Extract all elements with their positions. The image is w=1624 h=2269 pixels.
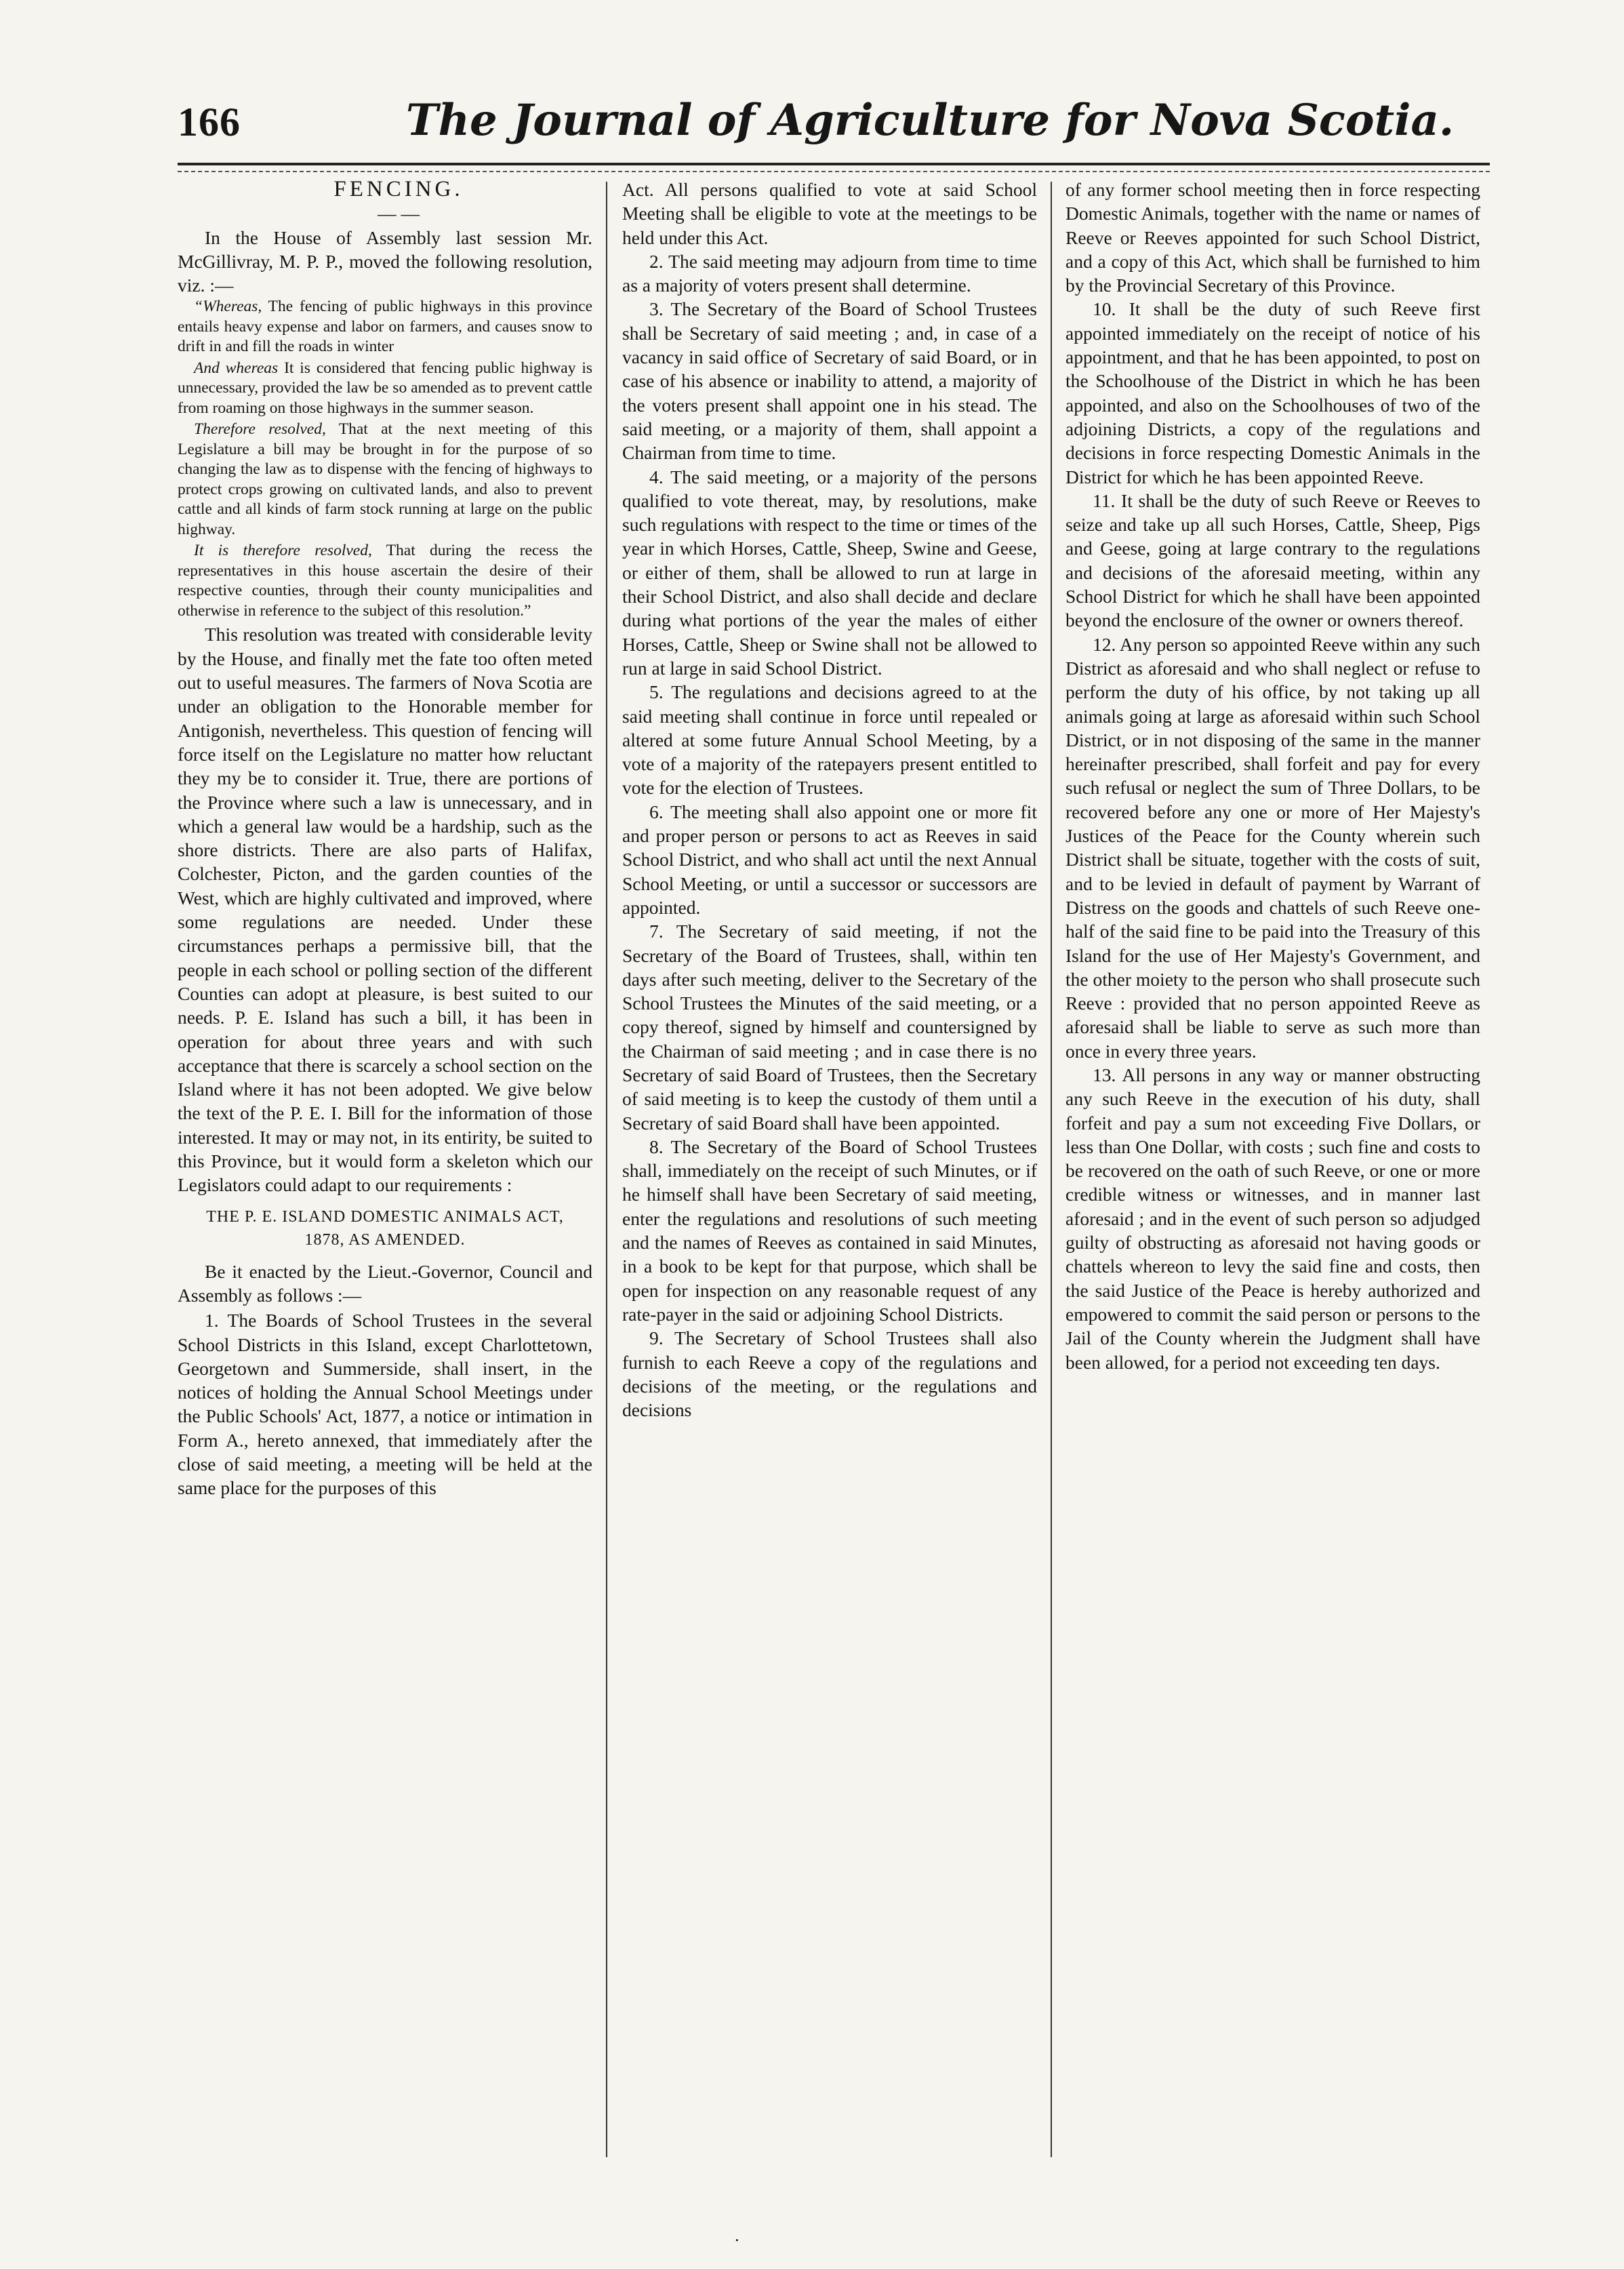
page-number: 166 bbox=[178, 100, 241, 144]
section-11: 11. It shall be the duty of such Reeve or Reeves to seize and take up all such Horses, Cattle, Sheep, Pigs and Geese, going at large contrary to the regulations and decisions of the aforesaid meeting, within any School District for which he shall have been appointed beyond the enclosure of the owner or owners thereof. bbox=[1065, 489, 1480, 631]
section-4: 4. The said meeting, or a majority of the persons qualified to vote thereat, may, by resolutions, make such regulations with respect to the time or times of the year in which Horses, Cattle, Sheep, Swine and Geese, or either of them, shall be allowed to run at large in their School District, and also shall decide and declare during what portions of the year the males of either Horses, Cattle, Sheep or Swine shall not be allowed to run at large in said School District. bbox=[622, 466, 1037, 679]
journal-title: The Journal of Agriculture for Nova Scotia. bbox=[405, 95, 1455, 146]
column-2 bbox=[622, 178, 1037, 1422]
act-title bbox=[178, 1205, 592, 1251]
section-1-continued: Act. All persons qualified to vote at said School Meeting shall be eligible to vote at the meetings to be held under this Act. bbox=[622, 179, 1037, 248]
quote-lead: “Whereas, bbox=[194, 298, 262, 316]
enacting-clause: Be it enacted by the Lieut.-Governor, Council and Assembly as follows :— bbox=[178, 1260, 592, 1306]
quote-text: The fencing of public highways in this province entails heavy expense and labor on farmers, and causes snow to drift in and fill the roads in winter bbox=[178, 298, 592, 356]
resolution-it-is-therefore-resolved bbox=[178, 541, 592, 621]
section-12: 12. Any person so appointed Reeve within any such District as aforesaid and who shall neglect or refuse to perform the duty of his office, by not taking up all animals going at large as aforesaid within such School District, or in not disposing of the same in the manner hereinafter prescribed, shall forfeit and pay for every such refusal or neglect the sum of Three Dollars, to be recovered before any one or more of Her Majesty's Justices of the Peace for the County wherein such District shall be situate, together with the costs of suit, and to be levied in default of payment by Warrant of Distress on the goods and chattels of such Reeve one-half of the said fine to be paid into the Treasury of this Island for the use of Her Majesty's Government, and the other moiety to the person who shall prosecute such Reeve : provided that no person appointed Reeve as aforesaid shall be liable to serve as such more than once in every three years. bbox=[1065, 633, 1480, 1062]
section-10: 10. It shall be the duty of such Reeve first appointed immediately on the receipt of notice of his appointment, and that he has been appointed, to post on the Schoolhouse of the District in which he has been appointed, and also on the Schoolhouses of two of the adjoining Districts, a copy of the regulations and decisions in force respecting Domestic Animals in the District for which he has been appointed Reeve. bbox=[1065, 298, 1480, 487]
quote-lead: And whereas bbox=[194, 359, 279, 377]
section-9-continued: of any former school meeting then in force respecting Domestic Animals, together with the name or names of Reeve or Reeves appointed for such School District, and a copy of this Act, which shall be furnished to him by the Provincial Secretary of this Province. bbox=[1065, 179, 1480, 296]
resolution-whereas bbox=[178, 297, 592, 357]
section-2: 2. The said meeting may adjourn from time to time as a majority of voters present shall determine. bbox=[622, 250, 1037, 296]
quote-lead: Therefore resolved, bbox=[194, 420, 326, 439]
commentary-paragraph: This resolution was treated with considerable levity by the House, and finally met the fate too often meted out to useful measures. The farmers of Nova Scotia are under an obligation to the Honorable member for Antigonish, nevertheless. This question of fencing will force itself on the Legislature no matter how reluctant they my be to consider it. True, there are portions of the Province where such a law is unnecessary, and in which a general law would be a hardship, such as the shore districts. There are also parts of Halifax, Colchester, Picton, and the garden counties of the West, which are highly cultivated and improved, where some regulations are needed. Under these circumstances perhaps a permissive bill, that the people in each school or polling section of the different Counties can adopt at pleasure, is best suited to our needs. P. E. Island has such a bill, it has been in operation for about three years and with such acceptance that there is scarcely a school section on the Island where it has not been adopted. We give below the text of the P. E. I. Bill for the information of those interested. It may or may not, in its entirity, be suited to this Province, but it would form a skeleton which our Legislators could adapt to our requirements : bbox=[178, 624, 592, 1196]
column-3 bbox=[1065, 178, 1480, 1374]
section-1: 1. The Boards of School Trustees in the several School Districts in this Island, except Charlottetown, Georgetown and Summerside, shall insert, in the notices of holding the Annual School Meetings under the Public Schools' Act, 1877, a notice or intimation in Form A., hereto annexed, that immediately after the close of said meeting, a meeting will be held at the same place for the purposes of this bbox=[178, 1310, 592, 1499]
act-title-line-1: THE P. E. ISLAND DOMESTIC ANIMALS ACT, bbox=[206, 1207, 564, 1226]
heading-separator: — — bbox=[378, 203, 420, 224]
section-9: 9. The Secretary of School Trustees shall also furnish to each Reeve a copy of the regulations and decisions of the meeting, or the regulations and decisions bbox=[622, 1327, 1037, 1421]
article-heading: FENCING. bbox=[333, 177, 464, 201]
section-3: 3. The Secretary of the Board of School Trustees shall be Secretary of said meeting ; and, in case of a vacancy in said office of Secretary of said Board, or in case of his absence or inability to attend, a majority of the voters present shall appoint one in his stead. The said meeting, or a majority of them, shall appoint a Chairman from time to time. bbox=[622, 298, 1037, 464]
footer-mark: · bbox=[734, 2230, 740, 2250]
column-divider bbox=[1051, 182, 1052, 2157]
column-divider bbox=[606, 182, 607, 2157]
section-13: 13. All persons in any way or manner obstructing any such Reeve in the execution of his duty, shall forfeit and pay a sum not exceeding Five Dollars, or less than One Dollar, with costs ; such fine and costs to be recovered on the oath of such Reeve, or one or more credible witness or witnesses, and in manner last aforesaid ; and in the event of such person so adjudged guilty of obstructing as aforesaid not having goods or chattels whereon to levy the said fine and costs, then the said Justice of the Peace is hereby authorized and empowered to commit the said person or persons to the Jail of the County wherein the Judgment shall have been allowed, for a period not exceeding ten days. bbox=[1065, 1064, 1480, 1373]
column-1 bbox=[178, 178, 592, 1500]
section-8: 8. The Secretary of the Board of School Trustees shall, immediately on the receipt of such Minutes, or if he himself shall have been Secretary of said meeting, enter the regulations and resolutions of such meeting and the names of Reeves as contained in said Minutes, in a book to be kept for that purpose, which shall be open for inspection on any reasonable request of any rate-payer in the said or adjoining School Districts. bbox=[622, 1136, 1037, 1325]
resolution-therefore-resolved bbox=[178, 420, 592, 540]
quote-text: That at the next meeting of this Legislature a bill may be brought in for the purpose of so changing the law as to dispense with the fencing of highways to protect crops growing on cultivated lands, and also to prevent cattle and all kinds of farm stock running at large on the public highway. bbox=[178, 420, 592, 538]
quote-text: That during the recess the representatives in this house ascertain the desire of their respective counties, through their county municipalities and otherwise in reference to the subject of this resolution.” bbox=[178, 542, 592, 620]
section-6: 6. The meeting shall also appoint one or more fit and proper person or persons to act as Reeves in said School District, and who shall act until the next Annual School Meeting, or until a successor or successors are appointed. bbox=[622, 801, 1037, 918]
act-title-line-2: 1878, AS AMENDED. bbox=[304, 1230, 466, 1249]
quote-lead: It is therefore resolved, bbox=[194, 542, 372, 560]
header-dashed-rule bbox=[178, 171, 1490, 172]
section-7: 7. The Secretary of said meeting, if not the Secretary of the Board of Trustees, shall, within ten days after such meeting, deliver to the Secretary of the School Trustees the Minutes of the said meeting, or a copy thereof, signed by himself and countersigned by the Chairman of said meeting ; and in case there is no Secretary of said Board of Trustees, then the Secretary of said meeting is to keep the custody of them until a Secretary of said Board shall have been appointed. bbox=[622, 921, 1037, 1133]
quote-text: It is considered that fencing public highway is unnecessary, provided the law be so amended as to prevent cattle from roaming on those highways in the summer season. bbox=[178, 359, 593, 417]
intro-paragraph: In the House of Assembly last session Mr. McGillivray, M. P. P., moved the following resolution, viz. :— bbox=[178, 226, 592, 296]
header-rule bbox=[178, 163, 1490, 165]
resolution-and-whereas bbox=[178, 359, 592, 419]
section-5: 5. The regulations and decisions agreed to at the said meeting shall continue in force until repealed or altered at some future Annual School Meeting, by a vote of a majority of the ratepayers present entitled to vote for the election of Trustees. bbox=[622, 681, 1037, 799]
page-header bbox=[178, 94, 1490, 155]
